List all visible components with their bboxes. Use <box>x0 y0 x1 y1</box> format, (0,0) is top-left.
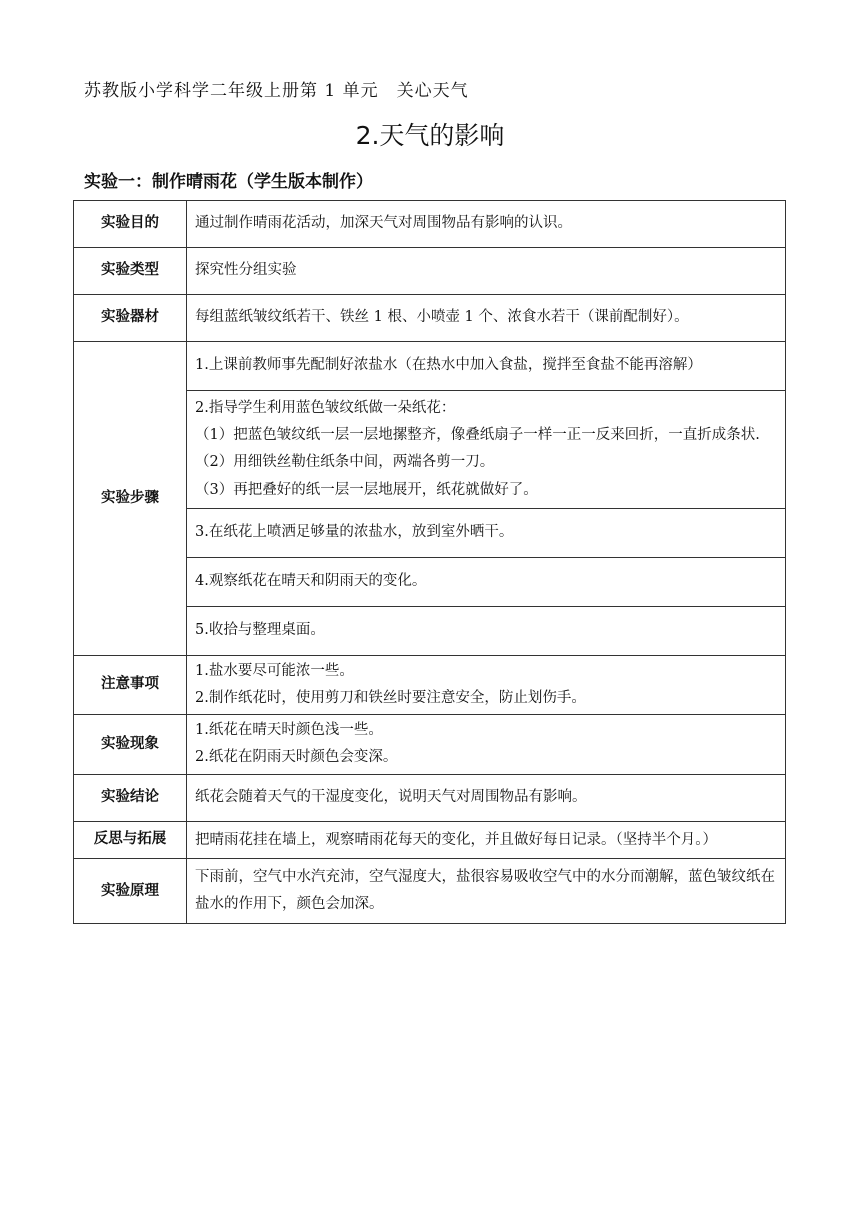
step-1: 1.上课前教师事先配制好浓盐水（在热水中加入食盐，搅拌至食盐不能再溶解） <box>187 342 786 391</box>
label-steps: 实验步骤 <box>74 342 187 656</box>
header-course: 苏教版小学科学二年级上册第 1 单元 <box>84 81 379 101</box>
table-row-purpose <box>74 201 786 248</box>
header-line <box>84 76 469 101</box>
table-row-notes <box>74 655 786 714</box>
label-phenomena: 实验现象 <box>74 715 187 774</box>
label-notes: 注意事项 <box>74 655 187 714</box>
table-row-conclusion <box>74 774 786 821</box>
label-materials: 实验器材 <box>74 295 187 342</box>
step-5: 5.收拾与整理桌面。 <box>187 606 786 655</box>
experiment-subtitle: 实验一：制作晴雨花（学生版本制作） <box>84 172 373 192</box>
label-conclusion: 实验结论 <box>74 774 187 821</box>
value-conclusion: 纸花会随着天气的干湿度变化，说明天气对周围物品有影响。 <box>187 774 786 821</box>
value-notes <box>187 655 786 714</box>
page-title: 2.天气的影响 <box>355 121 505 150</box>
step-2-intro: 2.指导学生利用蓝色皱纹纸做一朵纸花： <box>195 400 456 416</box>
value-type: 探究性分组实验 <box>187 248 786 295</box>
step-2-sub-3: （3）再把叠好的纸一层一层地展开，纸花就做好了。 <box>195 481 538 498</box>
step-2 <box>187 391 786 509</box>
step-2-sub-2: （2）用细铁丝勒住纸条中间，两端各剪一刀。 <box>195 454 495 471</box>
value-principle: 下雨前，空气中水汽充沛，空气湿度大，盐很容易吸收空气中的水分而潮解，蓝色皱纹纸在盐水的作用下，颜色会加深。 <box>187 859 786 924</box>
table-row-steps <box>74 342 786 391</box>
table-row-type <box>74 248 786 295</box>
table-row-reflection <box>74 821 786 859</box>
step-3: 3.在纸花上喷洒足够量的浓盐水，放到室外晒干。 <box>187 508 786 557</box>
phenomenon-2: 2.纸花在阴雨天时颜色会变深。 <box>195 749 398 766</box>
label-reflection: 反思与拓展 <box>74 821 187 859</box>
label-principle: 实验原理 <box>74 859 187 924</box>
table-row-materials <box>74 295 786 342</box>
value-reflection: 把晴雨花挂在墙上，观察晴雨花每天的变化，并且做好每日记录。（坚持半个月。） <box>187 821 786 859</box>
note-1: 1.盐水要尽可能浓一些。 <box>195 662 354 679</box>
header-unit: 关心天气 <box>396 81 469 101</box>
value-phenomena <box>187 715 786 774</box>
phenomenon-1: 1.纸花在晴天时颜色浅一些。 <box>195 722 383 739</box>
value-purpose: 通过制作晴雨花活动，加深天气对周围物品有影响的认识。 <box>187 201 786 248</box>
step-2-sub-1: （1）把蓝色皱纹纸一层一层地摞整齐，像叠纸扇子一样一正一反来回折，一直折成条状. <box>195 427 760 444</box>
label-type: 实验类型 <box>74 248 187 295</box>
experiment-table <box>73 200 786 924</box>
label-purpose: 实验目的 <box>74 201 187 248</box>
step-4: 4.观察纸花在晴天和阴雨天的变化。 <box>187 557 786 606</box>
value-materials: 每组蓝纸皱纹纸若干、铁丝 1 根、小喷壶 1 个、浓食水若干（课前配制好）。 <box>187 295 786 342</box>
note-2: 2.制作纸花时，使用剪刀和铁丝时要注意安全，防止划伤手。 <box>195 689 586 706</box>
table-row-principle <box>74 859 786 924</box>
table-row-phenomena <box>74 715 786 774</box>
